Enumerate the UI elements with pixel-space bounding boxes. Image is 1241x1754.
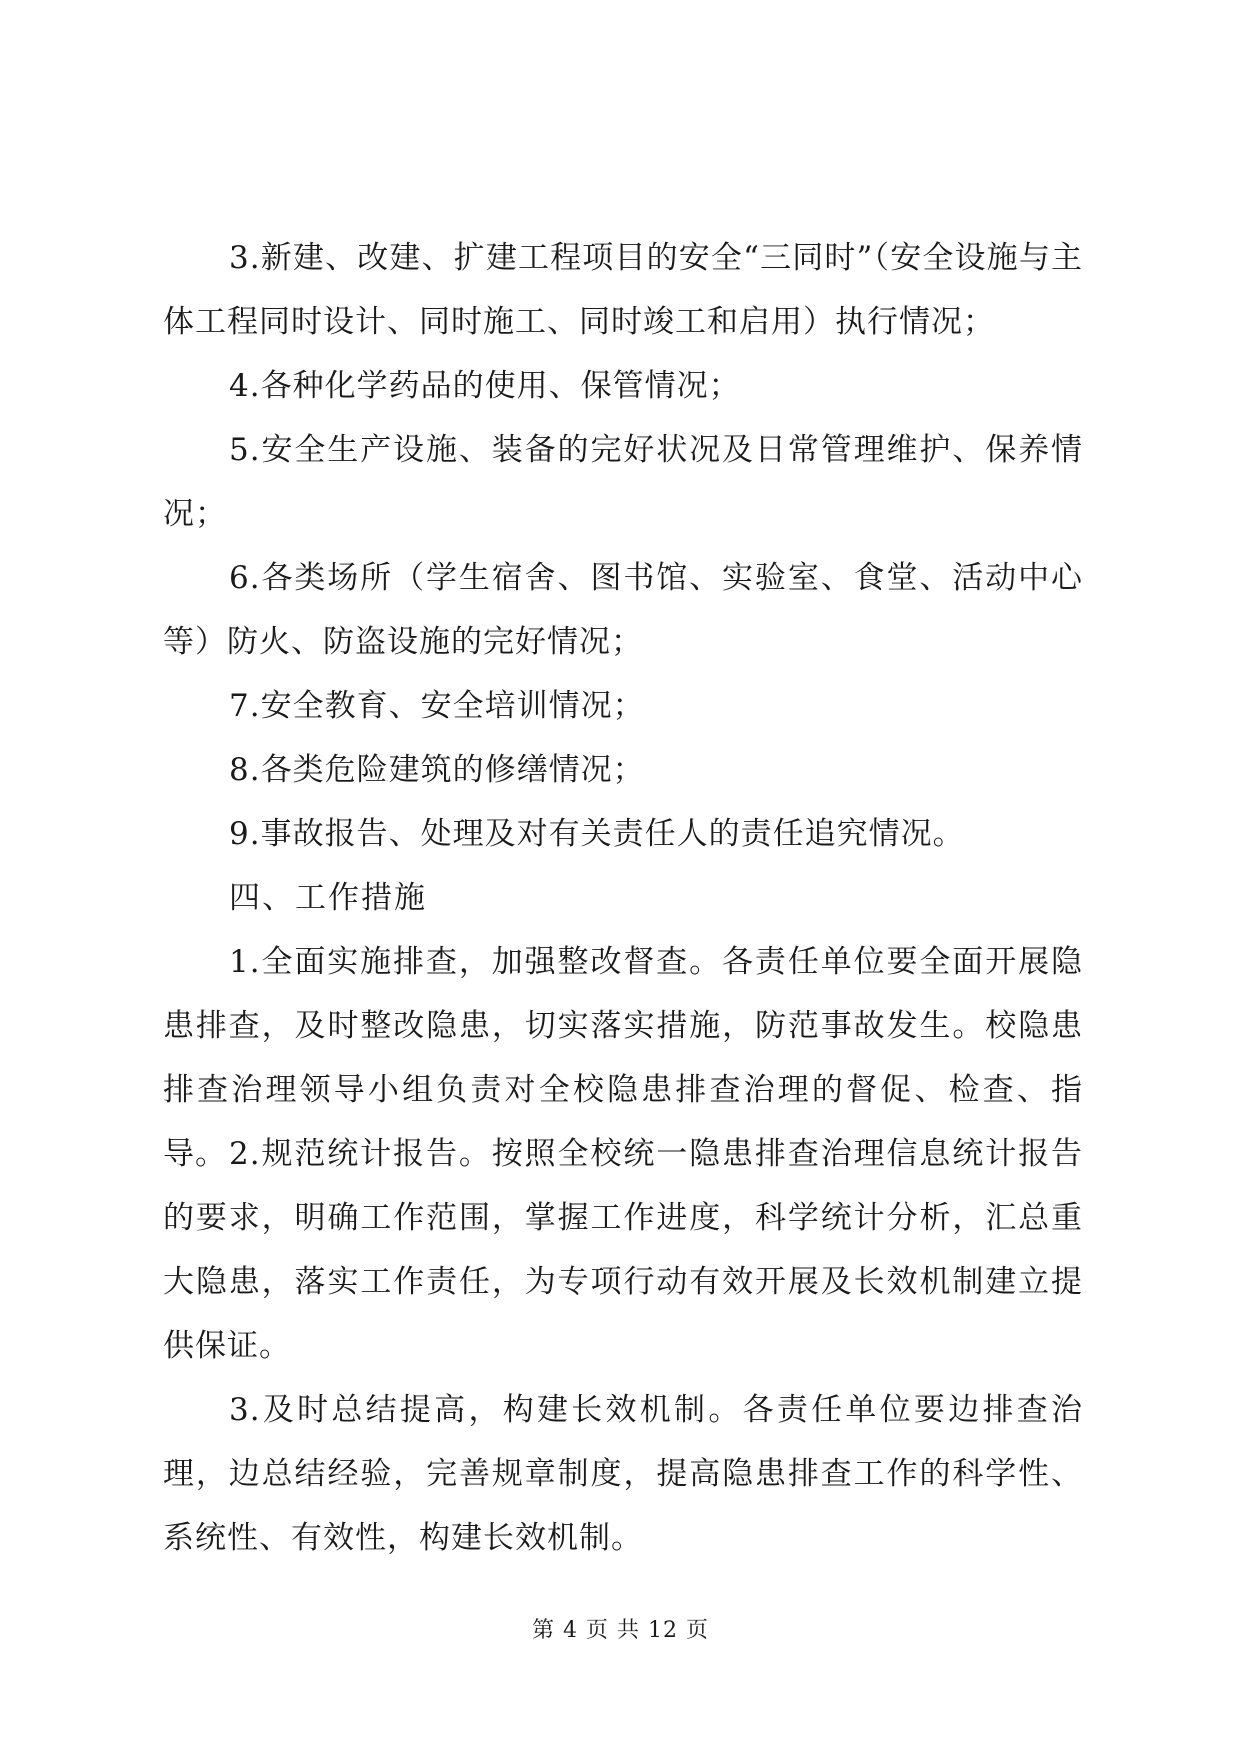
paragraph-item-7-education: 7.安全教育、安全培训情况； (229, 688, 645, 724)
paragraph-item-9-accidents: 9.事故报告、处理及对有关责任人的责任追究情况。 (229, 816, 965, 852)
paragraph-item-5-facilities: 5.安全生产设施、装备的完好状况及日常管理维护、保养情况； (163, 432, 1083, 532)
paragraph-item-8-buildings: 8.各类危险建筑的修缮情况； (229, 752, 645, 788)
paragraph-measure-2: 2.规范统计报告。按照全校统一隐患排查治理信息统计报告的要求，明确工作范围，掌握工作进度，科学统计分析，汇总重大隐患，落实工作责任，为专项行动有效开展及长效机制建立提供保证。 (163, 1136, 1083, 1364)
paragraph-measure-1: 1.全面实施排查，加强整改督查。各责任单位要全面开展隐患排查，及时整改隐患，切实落实措施，防范事故发生。校隐患排查治理领导小组负责对全校隐患排查治理的督促、检查、指导。 (163, 944, 1083, 1172)
paragraph-item-3-three-simultaneous: 3.新建、改建、扩建工程项目的安全“三同时”（安全设施与主体工程同时设计、同时施工、同时竣工和启用）执行情况； (163, 240, 1083, 340)
paragraph-measure-3: 3.及时总结提高，构建长效机制。各责任单位要边排查治理，边总结经验，完善规章制度，提高隐患排查工作的科学性、系统性、有效性，构建长效机制。 (163, 1392, 1083, 1556)
page-number-footer: 第 4 页 共 12 页 (532, 1618, 709, 1643)
paragraph-item-4-chemicals: 4.各种化学药品的使用、保管情况； (229, 368, 741, 404)
paragraph-item-6-venues: 6.各类场所（学生宿舍、图书馆、实验室、食堂、活动中心等）防火、防盗设施的完好情况； (163, 560, 1083, 660)
section-heading-measures: 四、工作措施 (229, 880, 427, 916)
